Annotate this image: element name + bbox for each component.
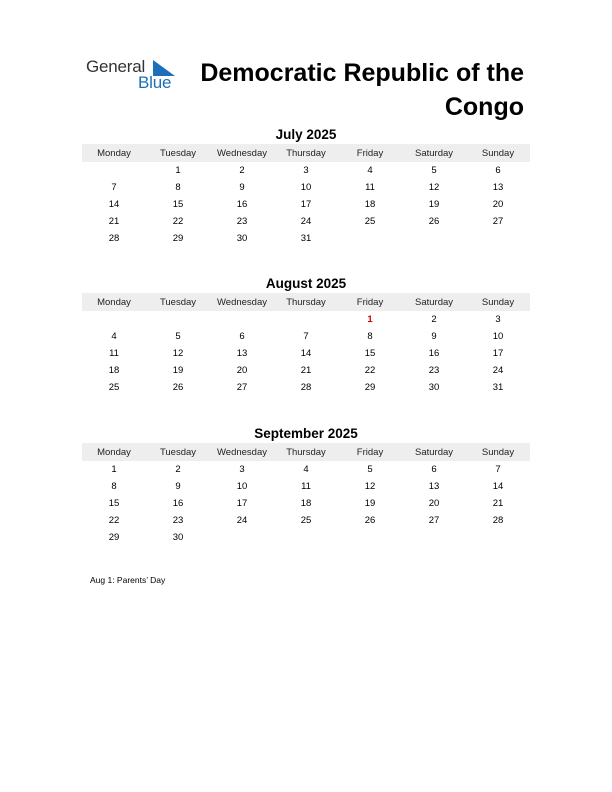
week-row — [82, 461, 530, 478]
weekday-header: Friday — [338, 144, 402, 162]
day-cell: 3 — [303, 165, 309, 176]
day-cell: 16 — [428, 348, 440, 359]
day-cell: 9 — [175, 481, 181, 492]
day-cell: 19 — [364, 498, 376, 509]
day-cell — [466, 529, 530, 546]
month-title: July 2025 — [275, 127, 337, 142]
day-cell — [402, 529, 466, 546]
week-row — [82, 213, 530, 230]
day-cell: 25 — [300, 515, 312, 526]
day-cell: 29 — [172, 233, 184, 244]
week-row — [82, 179, 530, 196]
weekday-header-row — [82, 144, 530, 162]
weekday-header: Sunday — [466, 293, 530, 311]
weekday-header: Saturday — [402, 443, 466, 461]
day-cell — [210, 311, 274, 328]
calendar-table — [82, 144, 530, 247]
day-cell: 6 — [239, 331, 245, 342]
day-cell: 7 — [303, 331, 309, 342]
week-row — [82, 230, 530, 247]
day-cell: 16 — [236, 199, 248, 210]
weekday-header: Friday — [338, 293, 402, 311]
day-cell: 23 — [428, 365, 440, 376]
weekday-header: Tuesday — [146, 443, 210, 461]
day-cell: 14 — [108, 199, 120, 210]
day-cell: 7 — [495, 464, 501, 475]
day-cell: 27 — [492, 216, 504, 227]
day-cell: 21 — [300, 365, 312, 376]
weekday-header: Thursday — [274, 443, 338, 461]
month-title: September 2025 — [254, 426, 358, 441]
logo-word-general: General — [86, 57, 146, 76]
day-cell: 12 — [428, 182, 440, 193]
weekday-header: Saturday — [402, 144, 466, 162]
day-cell: 8 — [367, 331, 373, 342]
week-row — [82, 379, 530, 396]
day-cell — [146, 311, 210, 328]
day-cell: 20 — [492, 199, 504, 210]
day-cell: 3 — [495, 314, 501, 325]
day-cell: 17 — [236, 498, 248, 509]
day-cell: 18 — [300, 498, 312, 509]
day-cell: 1 — [367, 314, 373, 325]
day-cell — [274, 529, 338, 546]
day-cell: 28 — [300, 382, 312, 393]
weekday-header: Friday — [338, 443, 402, 461]
weekday-header: Sunday — [466, 144, 530, 162]
weekday-header: Monday — [82, 293, 146, 311]
day-cell: 15 — [108, 498, 120, 509]
day-cell: 13 — [428, 481, 440, 492]
week-row — [82, 328, 530, 345]
day-cell: 24 — [236, 515, 248, 526]
day-cell: 19 — [172, 365, 184, 376]
logo-word-blue: Blue — [138, 73, 172, 92]
weekday-header: Monday — [82, 144, 146, 162]
day-cell: 14 — [492, 481, 504, 492]
weekday-header: Wednesday — [210, 293, 274, 311]
day-cell — [210, 529, 274, 546]
week-row — [82, 512, 530, 529]
month-block-september — [82, 424, 530, 546]
day-cell: 27 — [236, 382, 248, 393]
day-cell: 30 — [428, 382, 440, 393]
weekday-header: Wednesday — [210, 144, 274, 162]
day-cell: 10 — [236, 481, 248, 492]
day-cell: 21 — [108, 216, 120, 227]
day-cell: 31 — [300, 233, 312, 244]
day-cell: 9 — [431, 331, 437, 342]
day-cell: 17 — [492, 348, 504, 359]
day-cell: 18 — [364, 199, 376, 210]
day-cell — [274, 311, 338, 328]
page-title: Democratic Republic of the Congo — [200, 59, 524, 121]
day-cell: 17 — [300, 199, 312, 210]
day-cell: 21 — [492, 498, 504, 509]
day-cell: 28 — [108, 233, 120, 244]
day-cell: 22 — [364, 365, 376, 376]
day-cell — [402, 230, 466, 247]
day-cell: 24 — [492, 365, 504, 376]
day-cell: 10 — [300, 182, 312, 193]
week-row — [82, 529, 530, 546]
day-cell — [466, 230, 530, 247]
day-cell: 5 — [367, 464, 373, 475]
day-cell: 1 — [111, 464, 117, 475]
day-cell: 14 — [300, 348, 312, 359]
day-cell: 15 — [364, 348, 376, 359]
day-cell: 2 — [175, 464, 181, 475]
day-cell: 11 — [301, 481, 311, 492]
day-cell: 7 — [111, 182, 117, 193]
day-cell — [338, 230, 402, 247]
day-cell: 25 — [108, 382, 120, 393]
day-cell: 19 — [428, 199, 440, 210]
day-cell: 12 — [172, 348, 184, 359]
day-cell: 13 — [492, 182, 504, 193]
day-cell: 24 — [300, 216, 312, 227]
day-cell: 10 — [492, 331, 504, 342]
day-cell: 5 — [175, 331, 181, 342]
week-row — [82, 162, 530, 179]
weekday-header: Thursday — [274, 293, 338, 311]
day-cell: 4 — [303, 464, 309, 475]
day-cell: 4 — [111, 331, 117, 342]
calendar-table — [82, 443, 530, 546]
day-cell: 25 — [364, 216, 376, 227]
day-cell: 26 — [172, 382, 184, 393]
day-cell: 2 — [239, 165, 245, 176]
day-cell: 20 — [428, 498, 440, 509]
weekday-header: Sunday — [466, 443, 530, 461]
month-block-july — [82, 125, 530, 247]
day-cell: 8 — [111, 481, 117, 492]
day-cell: 22 — [108, 515, 120, 526]
day-cell: 26 — [428, 216, 440, 227]
day-cell: 22 — [172, 216, 184, 227]
day-cell: 30 — [172, 532, 184, 543]
month-block-august — [82, 274, 530, 396]
day-cell: 16 — [172, 498, 184, 509]
week-row — [82, 362, 530, 379]
day-cell: 11 — [365, 182, 375, 193]
weekday-header: Tuesday — [146, 144, 210, 162]
weekday-header: Wednesday — [210, 443, 274, 461]
day-cell: 12 — [364, 481, 376, 492]
day-cell: 5 — [431, 165, 437, 176]
day-cell: 15 — [172, 199, 184, 210]
day-cell: 18 — [108, 365, 120, 376]
day-cell: 29 — [364, 382, 376, 393]
day-cell: 11 — [109, 348, 119, 359]
day-cell — [82, 311, 146, 328]
day-cell: 6 — [431, 464, 437, 475]
holiday-notes: Aug 1: Parents’ Day — [90, 575, 166, 585]
day-cell: 8 — [175, 182, 181, 193]
weekday-header: Monday — [82, 443, 146, 461]
week-row — [82, 495, 530, 512]
weekday-header: Thursday — [274, 144, 338, 162]
day-cell: 4 — [367, 165, 373, 176]
day-cell: 6 — [495, 165, 501, 176]
week-row — [82, 196, 530, 213]
weekday-header-row — [82, 443, 530, 461]
day-cell: 26 — [364, 515, 376, 526]
weekday-header-row — [82, 293, 530, 311]
day-cell: 27 — [428, 515, 440, 526]
day-cell: 3 — [239, 464, 245, 475]
day-cell: 29 — [108, 532, 120, 543]
day-cell: 1 — [175, 165, 181, 176]
day-cell: 23 — [236, 216, 248, 227]
week-row — [82, 311, 530, 328]
day-cell: 23 — [172, 515, 184, 526]
weekday-header: Saturday — [402, 293, 466, 311]
weekday-header: Tuesday — [146, 293, 210, 311]
day-cell: 31 — [492, 382, 504, 393]
day-cell: 9 — [239, 182, 245, 193]
day-cell — [338, 529, 402, 546]
month-title: August 2025 — [265, 276, 347, 291]
day-cell: 2 — [431, 314, 437, 325]
day-cell: 13 — [236, 348, 248, 359]
calendar-table — [82, 293, 530, 396]
week-row — [82, 345, 530, 362]
week-row — [82, 478, 530, 495]
day-cell: 20 — [236, 365, 248, 376]
day-cell: 28 — [492, 515, 504, 526]
day-cell — [82, 162, 146, 179]
day-cell: 30 — [236, 233, 248, 244]
